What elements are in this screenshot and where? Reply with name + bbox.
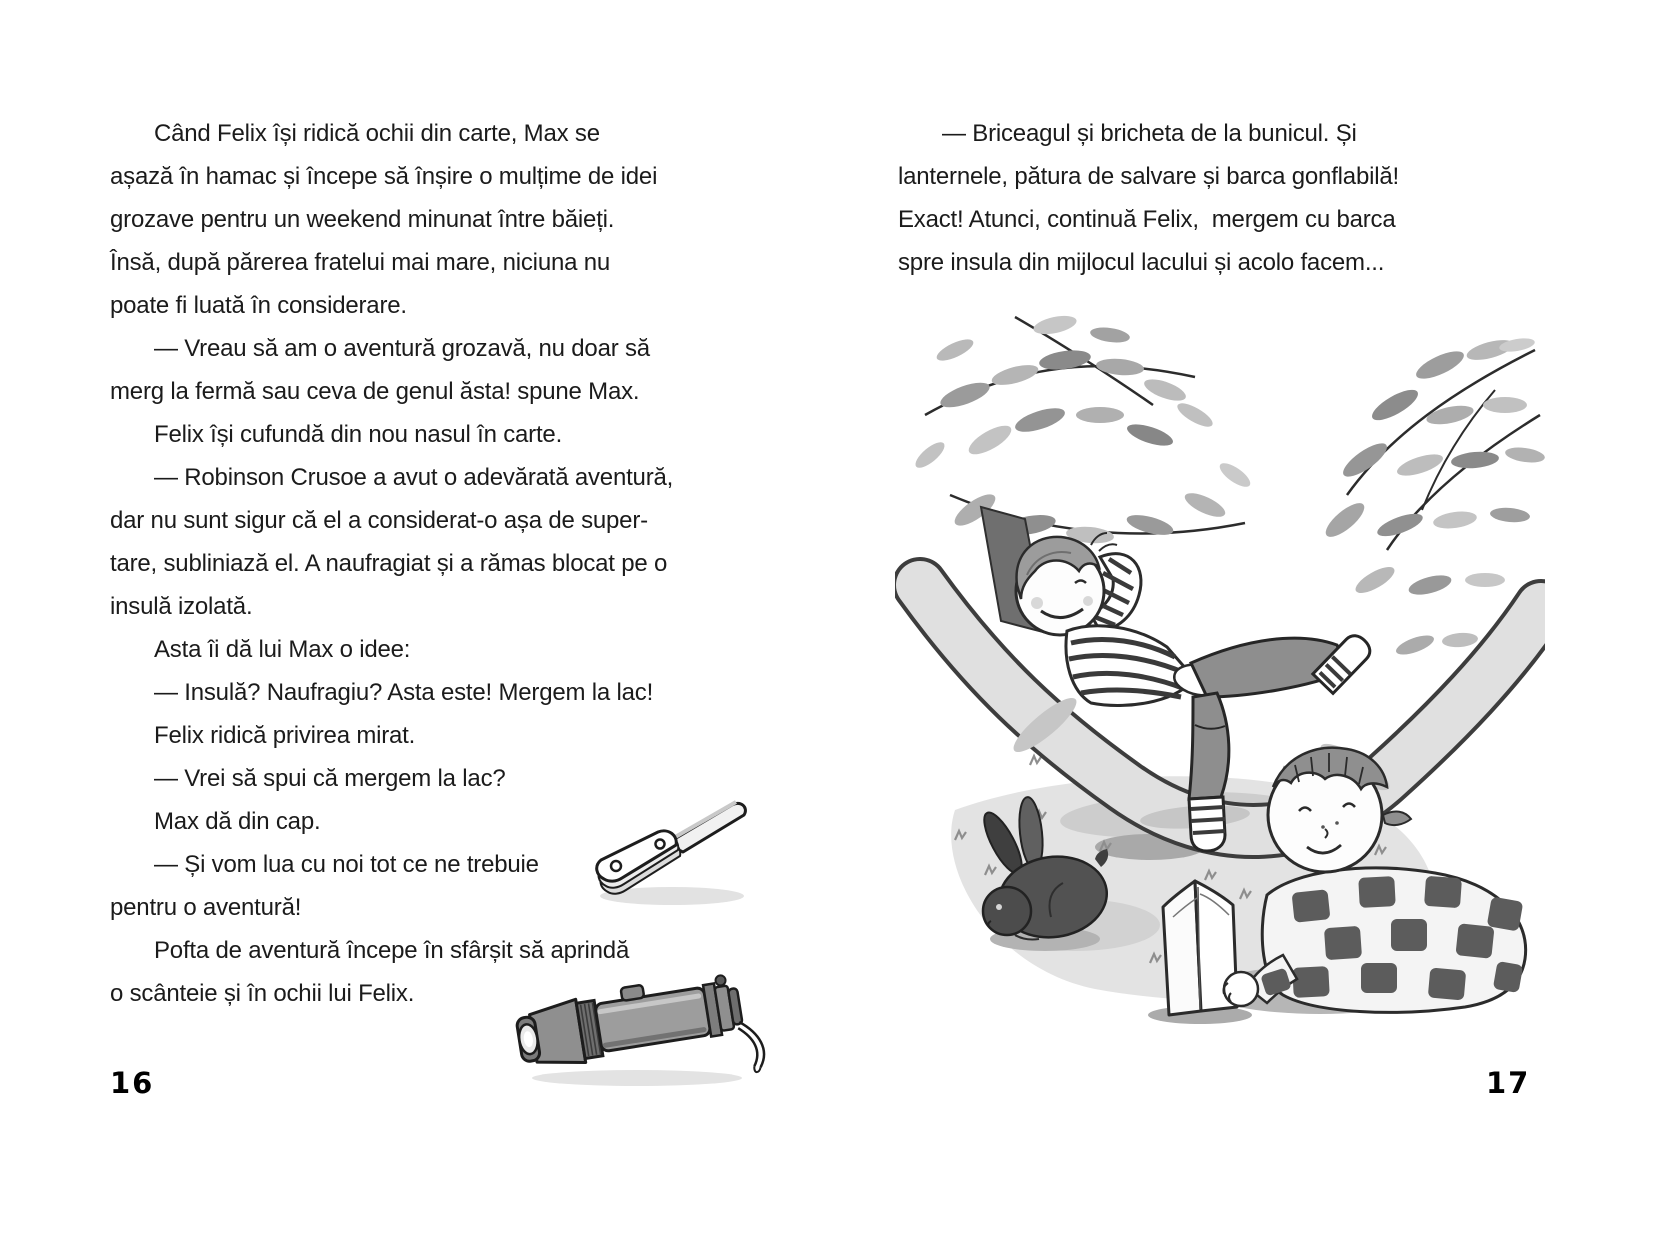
text-line: Asta îi dă lui Max o idee: — [154, 636, 411, 663]
text-line: spre insula din mijlocul lacului și acolo facem... — [898, 249, 1385, 276]
text-line: Felix ridică privirea mirat. — [154, 722, 416, 749]
scene-illustration — [895, 295, 1545, 1075]
text-line: — Vreau să am o aventură grozavă, nu doar să — [154, 335, 650, 362]
page-number-right: 17 — [1486, 1066, 1531, 1100]
text-line: Exact! Atunci, continuă Felix, mergem cu barca — [898, 206, 1396, 233]
text-line: poate fi luată în considerare. — [110, 292, 407, 319]
text-line: Pofta de aventură începe în sfârșit să aprindă — [154, 937, 630, 964]
text-line: — Briceagul și bricheta de la bunicul. Și — [942, 120, 1357, 147]
text-line: Felix își cufundă din nou nasul în carte. — [154, 421, 563, 448]
text-line: — Și vom lua cu noi tot ce ne trebuie — [154, 851, 539, 878]
text-line: Însă, după părerea fratelui mai mare, niciuna nu — [110, 249, 611, 276]
text-line: merg la fermă sau ceva de genul ăsta! spune Max. — [110, 378, 640, 405]
text-line: lanternele, pătura de salvare și barca gonflabilă! — [898, 163, 1399, 190]
text-line: — Robinson Crusoe a avut o adevărată aventură, — [154, 464, 674, 491]
text-line: — Vrei să spui că mergem la lac? — [154, 765, 506, 792]
text-line: o scânteie și în ochii lui Felix. — [110, 980, 415, 1007]
text-line: tare, subliniază el. A naufragiat și a rămas blocat pe o — [110, 550, 668, 577]
text-line: grozave pentru un weekend minunat între băieți. — [110, 206, 615, 233]
page-number-left: 16 — [110, 1066, 155, 1100]
text-line: Max dă din cap. — [154, 808, 321, 835]
text-line: dar nu sunt sigur că el a considerat-o așa de super- — [110, 507, 648, 534]
text-line: așază în hamac și începe să înșire o mulțime de idei — [110, 163, 658, 190]
right-page-text — [898, 112, 1538, 284]
pocket-knife-illustration — [586, 788, 758, 910]
flashlight-illustration — [502, 952, 772, 1090]
text-line: — Insulă? Naufragiu? Asta este! Mergem la lac! — [154, 679, 654, 706]
text-line: Când Felix își ridică ochii din carte, Max se — [154, 120, 600, 147]
text-line: insulă izolată. — [110, 593, 253, 620]
foliage-left — [912, 313, 1254, 545]
text-line: pentru o aventură! — [110, 894, 302, 921]
